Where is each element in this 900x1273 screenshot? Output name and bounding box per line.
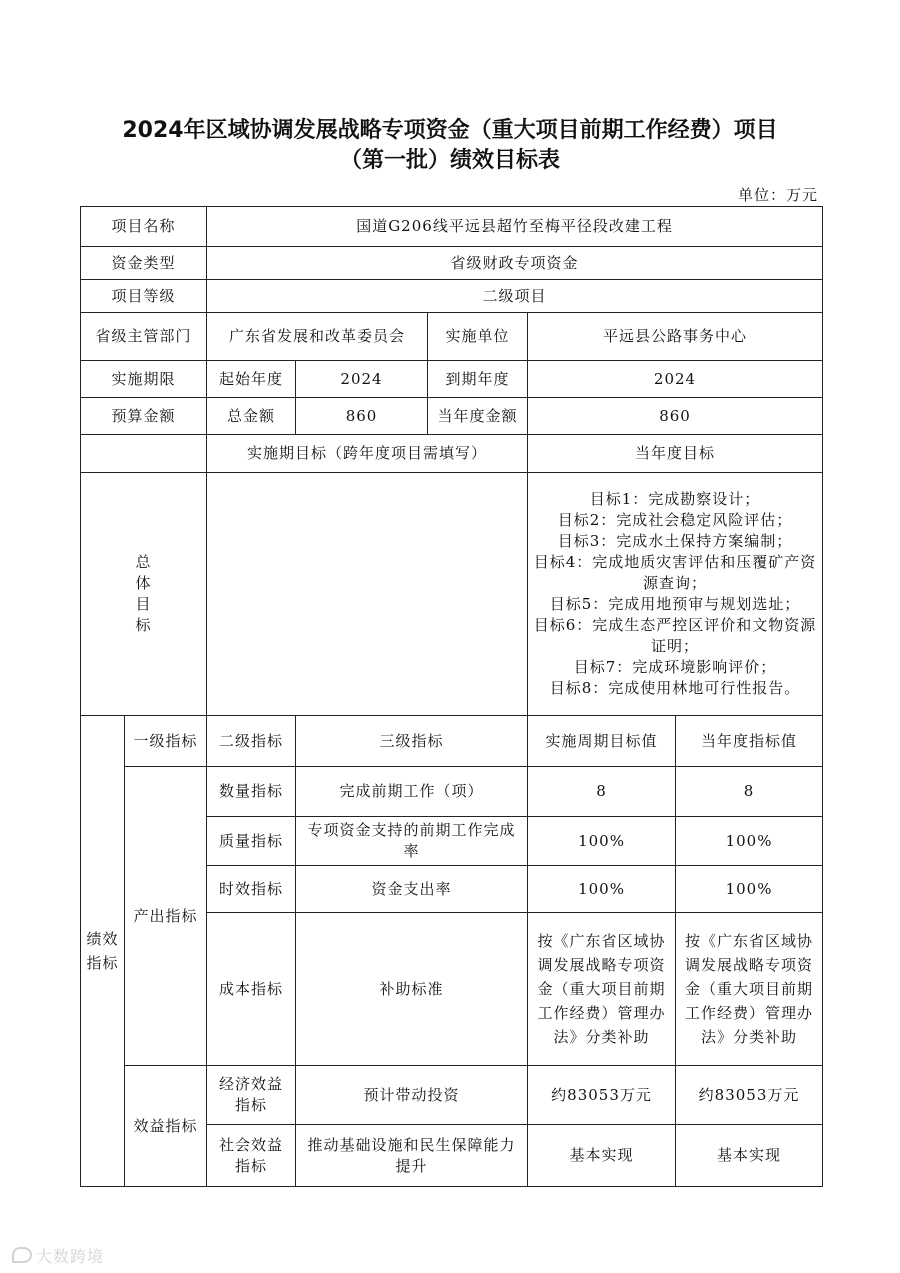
annual-goal-item: 目标8：完成使用林地可行性报告。 (549, 679, 801, 697)
annual-goal-item: 目标2：完成社会稳定风险评估； (557, 511, 793, 529)
period-value-cell: 100% (528, 817, 676, 866)
overall-goal-label: 总 体 目 标 (81, 473, 207, 716)
annual-goal-header: 当年度目标 (528, 435, 823, 473)
annual-target-header: 当年度指标值 (676, 716, 823, 767)
total-label: 总金额 (207, 398, 296, 435)
output-indicator-label: 产出指标 (125, 767, 207, 1066)
level2-cell: 时效指标 (207, 866, 296, 913)
annual-value-cell: 基本实现 (676, 1125, 823, 1187)
level2-cell: 社会效益指标 (207, 1125, 296, 1187)
project-level-value: 二级项目 (207, 280, 823, 313)
end-year-label: 到期年度 (428, 361, 528, 398)
level3-header: 三级指标 (296, 716, 528, 767)
project-name-label: 项目名称 (81, 207, 207, 247)
row-goal-headers (81, 435, 823, 473)
annual-goal-item: 目标6：完成生态严控区评价和文物资源证明； (533, 616, 817, 655)
annual-value-cell: 8 (676, 767, 823, 817)
level1-header: 一级指标 (125, 716, 207, 767)
row-fund-type (81, 247, 823, 280)
row-budget (81, 398, 823, 435)
annual-value: 860 (528, 398, 823, 435)
period-value-cell: 约83053万元 (528, 1066, 676, 1125)
annual-goal-item: 目标5：完成用地预审与规划选址； (549, 595, 801, 613)
end-year-value: 2024 (528, 361, 823, 398)
project-level-label: 项目等级 (81, 280, 207, 313)
row-department (81, 313, 823, 361)
period-value-cell: 8 (528, 767, 676, 817)
row-overall-goals (81, 473, 823, 716)
benefit-indicator-label: 效益指标 (125, 1066, 207, 1187)
period-target-header: 实施周期目标值 (528, 716, 676, 767)
start-year-value: 2024 (296, 361, 428, 398)
level2-cell: 经济效益指标 (207, 1066, 296, 1125)
row-indicator-headers (81, 716, 823, 767)
annual-label: 当年度金额 (428, 398, 528, 435)
chat-bubble-icon (12, 1247, 32, 1263)
level3-cell: 预计带动投资 (296, 1066, 528, 1125)
level3-cell: 推动基础设施和民生保障能力提升 (296, 1125, 528, 1187)
table-row (81, 1066, 823, 1125)
total-value: 860 (296, 398, 428, 435)
annual-goal-item: 目标1：完成勘察设计； (589, 490, 761, 508)
start-year-label: 起始年度 (207, 361, 296, 398)
annual-value-cell: 按《广东省区域协调发展战略专项资金（重大项目前期工作经费）管理办法》分类补助 (676, 913, 823, 1066)
performance-indicator-label: 绩效指标 (81, 716, 125, 1187)
annual-value-cell: 约83053万元 (676, 1066, 823, 1125)
period-goal-header: 实施期目标（跨年度项目需填写） (207, 435, 528, 473)
row-project-name (81, 207, 823, 247)
level2-header: 二级指标 (207, 716, 296, 767)
level2-cell: 成本指标 (207, 913, 296, 1066)
page-title-line2: （第一批）绩效目标表 (339, 148, 560, 173)
dept-label: 省级主管部门 (81, 313, 207, 361)
watermark: 大数跨境 (12, 1244, 104, 1267)
level3-cell: 完成前期工作（项） (296, 767, 528, 817)
fund-type-value: 省级财政专项资金 (207, 247, 823, 280)
page-title-line1: 2024年区域协调发展战略专项资金（重大项目前期工作经费）项目 (122, 118, 778, 143)
performance-goal-table (80, 206, 823, 1187)
row-project-level (81, 280, 823, 313)
unit-label: 单位：万元 (737, 186, 818, 204)
annual-goal-item: 目标7：完成环境影响评价； (573, 658, 777, 676)
level3-cell: 资金支出率 (296, 866, 528, 913)
row-period (81, 361, 823, 398)
blank-cell (81, 435, 207, 473)
level3-cell: 专项资金支持的前期工作完成率 (296, 817, 528, 866)
annual-goal-item: 目标4：完成地质灾害评估和压覆矿产资源查询； (533, 553, 817, 592)
annual-goal-item: 目标3：完成水土保持方案编制； (557, 532, 793, 550)
dept-value: 广东省发展和改革委员会 (207, 313, 428, 361)
level3-cell: 补助标准 (296, 913, 528, 1066)
annual-value-cell: 100% (676, 817, 823, 866)
annual-value-cell: 100% (676, 866, 823, 913)
period-value-cell: 100% (528, 866, 676, 913)
period-value-cell: 按《广东省区域协调发展战略专项资金（重大项目前期工作经费）管理办法》分类补助 (528, 913, 676, 1066)
period-value-cell: 基本实现 (528, 1125, 676, 1187)
period-goal-text (207, 473, 528, 716)
level2-cell: 数量指标 (207, 767, 296, 817)
level2-cell: 质量指标 (207, 817, 296, 866)
impl-unit-value: 平远县公路事务中心 (528, 313, 823, 361)
annual-goal-list (528, 473, 823, 716)
table-row (81, 767, 823, 817)
impl-unit-label: 实施单位 (428, 313, 528, 361)
project-name-value: 国道G206线平远县超竹至梅平径段改建工程 (207, 207, 823, 247)
period-label: 实施期限 (81, 361, 207, 398)
fund-type-label: 资金类型 (81, 247, 207, 280)
budget-label: 预算金额 (81, 398, 207, 435)
